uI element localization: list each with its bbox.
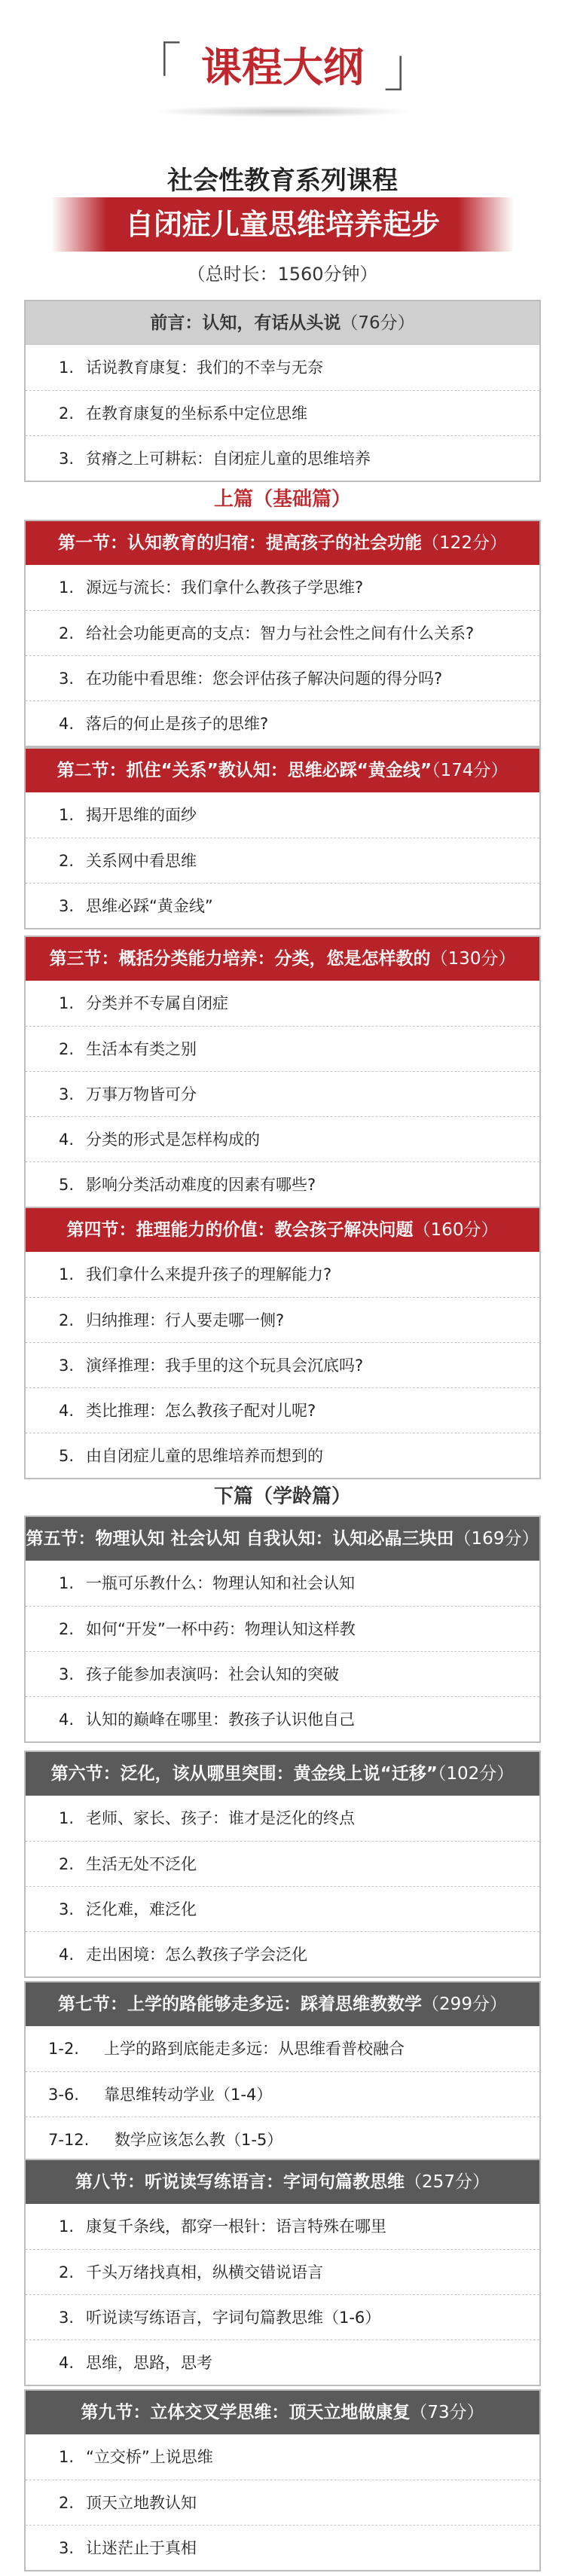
item-number: 1. — [59, 1809, 75, 1827]
list-item — [26, 2434, 539, 2480]
item-text: 千头万绪找真相，纵横交错说语言 — [86, 2263, 323, 2281]
section-9 — [24, 2389, 541, 2571]
section-title: 第五节：物理认知 社会认知 自我认知：认知必晶三块田 — [26, 1529, 454, 1549]
section-duration: （160分） — [413, 1220, 499, 1240]
item-text: 靠思维转动学业（1-4） — [104, 2086, 273, 2104]
item-number: 1. — [59, 994, 75, 1012]
list-item — [26, 838, 539, 883]
item-number: 2. — [59, 2263, 75, 2281]
item-number: 3. — [59, 2309, 75, 2327]
item-text: 在功能中看思维：您会评估孩子解决问题的得分吗? — [86, 670, 443, 688]
item-number: 4. — [59, 1131, 75, 1149]
item-text: 泛化难，难泛化 — [86, 1900, 197, 1918]
item-number: 2. — [59, 624, 75, 642]
item-number: 4. — [59, 1946, 75, 1964]
list-item — [26, 2525, 539, 2570]
list-item — [26, 1026, 539, 1071]
list-item — [26, 1161, 539, 1207]
total-duration: （总时长：1560分钟） — [187, 264, 378, 285]
item-number: 1. — [59, 1265, 75, 1283]
list-item — [26, 2339, 539, 2385]
section-header — [26, 749, 539, 792]
item-number: 2. — [59, 1040, 75, 1058]
item-number: 4. — [59, 1711, 75, 1729]
list-item — [26, 1841, 539, 1886]
section-title: 第九节：立体交叉学思维：顶天立地做康复 — [81, 2403, 411, 2422]
list-item — [26, 1796, 539, 1841]
section-2 — [24, 747, 541, 929]
item-text: 康复千条线，都穿一根针：语言特殊在哪里 — [86, 2217, 386, 2236]
item-text: 关系网中看思维 — [86, 852, 197, 870]
section-title: 第七节：上学的路能够走多远：踩着思维教数学 — [58, 1995, 423, 2014]
item-number: 5. — [59, 1176, 75, 1194]
item-number: 3. — [59, 897, 75, 915]
item-number: 2. — [59, 852, 75, 870]
outline-title — [0, 30, 565, 105]
section-3 — [24, 935, 541, 1208]
part1-title: 上篇（基础篇） — [213, 488, 351, 511]
section-header — [26, 1982, 539, 2026]
section-header — [26, 2160, 539, 2204]
item-number: 3. — [59, 1665, 75, 1683]
section-title: 第一节：认知教育的归宿：提高孩子的社会功能 — [58, 533, 423, 553]
item-number: 3. — [59, 1085, 75, 1103]
preface-section — [24, 300, 541, 482]
course-banner: 自闭症儿童思维培养起步 — [51, 197, 514, 252]
preface-title: 前言：认知，有话从头说 — [150, 313, 341, 333]
item-text: “立交桥”上说思维 — [86, 2448, 213, 2466]
list-item — [26, 2249, 539, 2294]
item-text: 如何“开发”一杯中药：物理认知这样教 — [86, 1620, 356, 1638]
list-item — [26, 1561, 539, 1606]
section-5 — [24, 1515, 541, 1743]
item-number: 1-2. — [48, 2040, 79, 2058]
list-item — [26, 2071, 539, 2117]
preface-duration: （76分） — [341, 313, 415, 333]
section-8 — [24, 2159, 541, 2386]
item-text: 认知的巅峰在哪里：教孩子认识他自己 — [86, 1711, 355, 1729]
list-item — [26, 390, 539, 435]
list-item — [26, 1252, 539, 1297]
item-text: 孩子能参加表演吗：社会认知的突破 — [86, 1665, 339, 1683]
section-title: 第八节：听说读写练语言：字词句篇教思维 — [75, 2172, 405, 2192]
item-text: 揭开思维的面纱 — [86, 806, 197, 824]
item-text: 让迷茫止于真相 — [86, 2539, 197, 2557]
item-text: 分类的形式是怎样构成的 — [86, 1131, 260, 1149]
list-item — [26, 435, 539, 481]
section-header — [26, 2391, 539, 2434]
item-number: 1. — [59, 806, 75, 824]
section-header — [26, 521, 539, 565]
item-number: 4. — [59, 1402, 75, 1420]
list-item — [26, 700, 539, 746]
section-duration: （299分） — [422, 1995, 507, 2014]
item-text: 上学的路到底能走多远：从思维看普校融合 — [104, 2040, 405, 2058]
item-text: 由自闭症儿童的思维培养而想到的 — [86, 1447, 323, 1465]
section-header — [26, 1208, 539, 1252]
item-text: 思维，思路，思考 — [86, 2354, 212, 2372]
item-number: 2. — [59, 1855, 75, 1873]
list-item — [26, 1433, 539, 1478]
list-item — [26, 2117, 539, 2162]
item-text: 源远与流长：我们拿什么教孩子学思维? — [86, 578, 364, 597]
list-item — [26, 883, 539, 928]
section-4 — [24, 1207, 541, 1479]
item-text: 思维必踩“黄金线” — [86, 897, 213, 915]
item-number: 4. — [59, 715, 75, 733]
section-6 — [24, 1750, 541, 1978]
item-text: 一瓶可乐教什么：物理认知和社会认知 — [86, 1574, 355, 1592]
section-title: 第四节：推理能力的价值：教会孩子解决问题 — [66, 1220, 414, 1240]
item-number: 1. — [59, 1574, 75, 1592]
item-text: 演绎推理：我手里的这个玩具会沉底吗? — [86, 1357, 364, 1375]
list-item — [26, 655, 539, 700]
list-item — [26, 1297, 539, 1342]
list-item — [26, 1071, 539, 1116]
item-number: 5. — [59, 1447, 75, 1465]
section-header — [26, 1517, 539, 1561]
item-text: 给社会功能更高的支点：智力与社会性之间有什么关系? — [86, 624, 475, 642]
item-text: 万事万物皆可分 — [86, 1085, 197, 1103]
item-text: 影响分类活动难度的因素有哪些? — [86, 1176, 316, 1194]
item-text: 类比推理：怎么教孩子配对儿呢? — [86, 1402, 316, 1420]
item-number: 1. — [59, 359, 75, 377]
list-item — [26, 2026, 539, 2071]
item-text: 我们拿什么来提升孩子的理解能力? — [86, 1265, 332, 1283]
section-duration: （73分） — [410, 2403, 484, 2422]
section-1 — [24, 520, 541, 747]
list-item — [26, 565, 539, 610]
item-number: 3. — [59, 450, 75, 468]
item-number: 3. — [59, 670, 75, 688]
list-item — [26, 1886, 539, 1931]
list-item — [26, 1651, 539, 1696]
outline-title-text: 课程大纲 — [201, 44, 364, 91]
item-number: 2. — [59, 1620, 75, 1638]
list-item — [26, 1606, 539, 1651]
list-item — [26, 610, 539, 655]
item-number: 3. — [59, 1900, 75, 1918]
section-title: 第二节：抓住“关系”教认知：思维必踩“黄金线” — [56, 761, 432, 780]
list-item — [26, 1696, 539, 1741]
preface-header — [26, 301, 539, 345]
list-item — [26, 1342, 539, 1387]
section-title: 第六节：泛化，该从哪里突围：黄金线上说“迁移” — [50, 1764, 438, 1784]
section-duration: （130分） — [430, 949, 516, 969]
item-number: 2. — [59, 404, 75, 423]
section-duration: （102分） — [437, 1764, 515, 1784]
list-item — [26, 345, 539, 390]
list-item — [26, 1116, 539, 1161]
bracket-close: 」 — [383, 37, 436, 99]
item-text: 顶天立地教认知 — [86, 2494, 197, 2512]
title-shadow — [151, 105, 414, 118]
item-number: 4. — [59, 2354, 75, 2372]
list-item — [26, 1387, 539, 1433]
item-number: 1. — [59, 578, 75, 597]
list-item — [26, 792, 539, 838]
item-text: 生活无处不泛化 — [86, 1855, 197, 1873]
item-number: 7-12. — [48, 2131, 90, 2149]
item-number: 1. — [59, 2217, 75, 2236]
section-header — [26, 1752, 539, 1796]
item-number: 3. — [59, 2539, 75, 2557]
item-text: 老师、家长、孩子：谁才是泛化的终点 — [86, 1809, 355, 1827]
section-title: 第三节：概括分类能力培养：分类，您是怎样教的 — [49, 949, 431, 969]
section-duration: （122分） — [422, 533, 507, 553]
item-text: 话说教育康复：我们的不幸与无奈 — [86, 359, 323, 377]
item-number: 3. — [59, 1357, 75, 1375]
part2-title: 下篇（学龄篇） — [213, 1485, 351, 1508]
list-item — [26, 981, 539, 1026]
item-text: 归纳推理：行人要走哪一侧? — [86, 1311, 285, 1329]
item-text: 数学应该怎么教（1-5） — [115, 2131, 283, 2149]
item-text: 在教育康复的坐标系中定位思维 — [86, 404, 307, 423]
bracket-open: 「 — [129, 37, 182, 99]
item-text: 听说读写练语言，字词句篇教思维（1-6） — [86, 2309, 381, 2327]
list-item — [26, 2480, 539, 2525]
section-duration: （174分） — [432, 761, 508, 780]
item-number: 1. — [59, 2448, 75, 2466]
list-item — [26, 1931, 539, 1976]
list-item — [26, 2204, 539, 2249]
item-text: 落后的何止是孩子的思维? — [86, 715, 269, 733]
section-7 — [24, 1981, 541, 2163]
item-number: 2. — [59, 1311, 75, 1329]
item-text: 生活本有类之别 — [86, 1040, 197, 1058]
series-name: 社会性教育系列课程 — [167, 166, 398, 196]
item-text: 贫瘠之上可耕耘：自闭症儿童的思维培养 — [86, 450, 371, 468]
section-duration: （257分） — [405, 2172, 490, 2192]
item-number: 2. — [59, 2494, 75, 2512]
item-text: 分类并不专属自闭症 — [86, 994, 228, 1012]
section-duration: （169分） — [454, 1529, 539, 1549]
item-number: 3-6. — [48, 2086, 79, 2104]
section-header — [26, 937, 539, 981]
item-text: 走出困境：怎么教孩子学会泛化 — [86, 1946, 307, 1964]
list-item — [26, 2294, 539, 2339]
